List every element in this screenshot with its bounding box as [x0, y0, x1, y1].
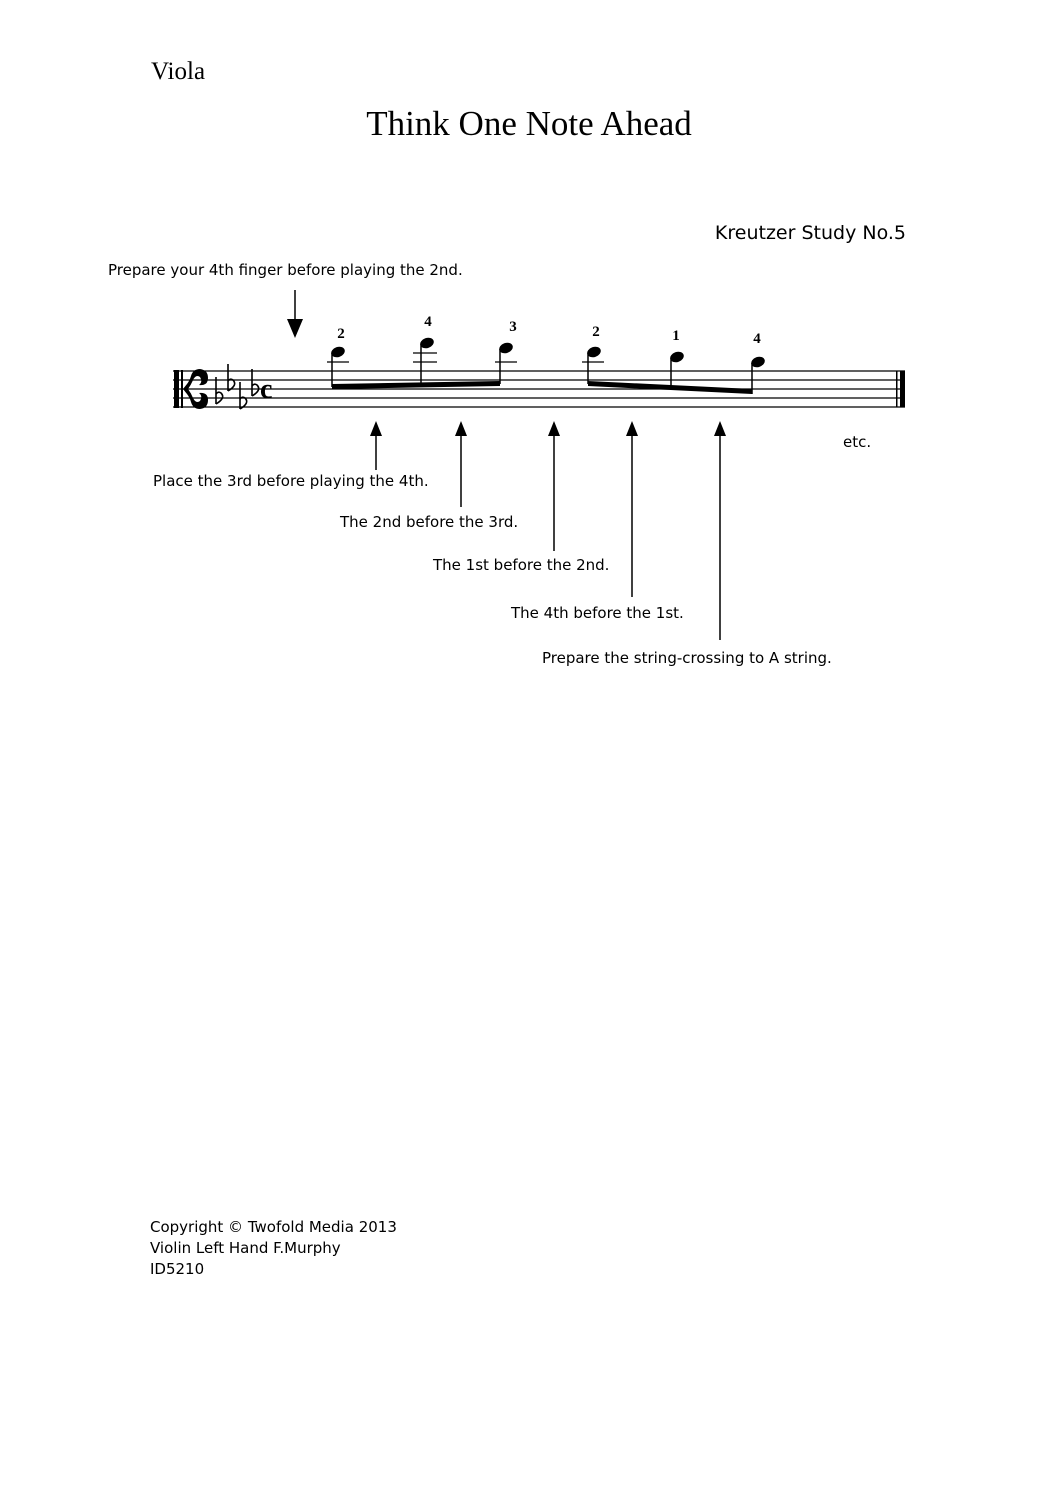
note-beam: [332, 381, 500, 389]
arrow-up-icon: [714, 421, 726, 640]
music-staff-figure: [0, 0, 1058, 700]
fingering-number: 2: [592, 324, 600, 340]
note-beam: [588, 381, 752, 394]
flat-icon: [252, 369, 259, 396]
flat-icon: [228, 364, 235, 391]
flat-icon: [216, 377, 223, 404]
annotation-1st-before-2nd: The 1st before the 2nd.: [433, 556, 610, 574]
fingering-number: 4: [424, 314, 432, 330]
annotation-string-crossing: Prepare the string-crossing to A string.: [542, 649, 832, 667]
arrow-up-icon: [548, 421, 560, 551]
final-barline: [896, 371, 905, 407]
footer: [150, 1217, 397, 1280]
note-group-1: [330, 337, 513, 389]
arrow-up-icon: [370, 421, 382, 470]
etc-label: etc.: [843, 433, 872, 451]
source-reference: Kreutzer Study No.5: [714, 222, 906, 244]
ledger-lines: [327, 353, 604, 362]
arrow-down-icon: [287, 290, 303, 338]
annotation-prepare-4th: Prepare your 4th finger before playing the 2nd.: [108, 261, 463, 279]
time-signature-icon: c: [260, 374, 273, 405]
arrow-up-icon: [626, 421, 638, 597]
annotation-place-3rd: Place the 3rd before playing the 4th.: [153, 472, 429, 490]
instrument-name: Viola: [151, 58, 206, 85]
note-group-2: [586, 346, 765, 394]
copyright-text: Copyright © Twofold Media 2013: [150, 1218, 397, 1236]
document-id: ID5210: [150, 1260, 205, 1278]
page-title: Think One Note Ahead: [366, 104, 692, 143]
fingering-number: 1: [672, 328, 680, 344]
book-credit: Violin Left Hand F.Murphy: [150, 1239, 341, 1257]
fingering-number: 2: [337, 326, 345, 342]
fingering-number: 4: [753, 331, 761, 347]
staff-lines: [173, 371, 905, 407]
annotation-4th-before-1st: The 4th before the 1st.: [511, 604, 684, 622]
flat-icon: [240, 382, 247, 409]
fingering-number: 3: [509, 319, 517, 335]
arrow-up-icon: [455, 421, 467, 507]
annotation-2nd-before-3rd: The 2nd before the 3rd.: [340, 513, 519, 531]
